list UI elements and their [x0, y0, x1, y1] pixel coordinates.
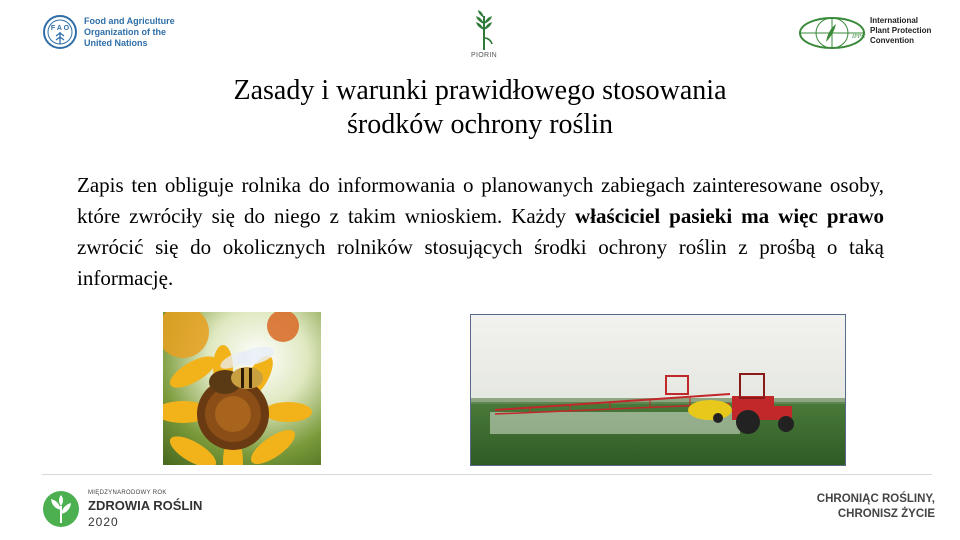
- svg-text:IPPC: IPPC: [852, 34, 866, 40]
- body-paragraph: [77, 170, 884, 294]
- fao-logo: [42, 14, 182, 54]
- leaf-circle-icon: [42, 490, 80, 528]
- bee-on-flower-photo: [163, 312, 321, 465]
- ippc-globe-icon: [798, 16, 866, 50]
- svg-text:F A O: F A O: [50, 25, 70, 32]
- fao-name: Food and Agriculture Organization of the United Nations: [84, 16, 175, 48]
- slide-title: [60, 74, 900, 142]
- piorin-name: PIORIN: [471, 52, 497, 59]
- iyph-main-label: ZDROWIA ROŚLIN: [88, 498, 203, 513]
- iyph-logo: [42, 486, 222, 530]
- footer-slogan: [780, 492, 935, 522]
- ippc-name: International Plant Protection Convention: [870, 16, 932, 45]
- title-line-2: środków ochrony roślin: [347, 109, 613, 140]
- fao-emblem-icon: [42, 14, 78, 50]
- body-text-bold: właściciel pasieki ma więc prawo: [575, 204, 884, 228]
- body-text-part-1: Zapis ten obliguje rolnika do informowania o planowanych zabiegach zainteresowane osoby, które zwróciły się do niego z takim wnioskiem. Każdy: [77, 173, 884, 228]
- ippc-logo: [798, 14, 938, 54]
- title-line-1: Zasady i warunki prawidłowego stosowania: [233, 75, 727, 106]
- slogan-line-1: CHRONIĄC ROŚLINY,: [816, 493, 935, 505]
- iyph-year: 2020: [88, 515, 119, 529]
- piorin-logo: [466, 8, 502, 62]
- wheat-sprout-icon: [466, 8, 502, 52]
- slogan-line-2: CHRONISZ ŻYCIE: [837, 508, 935, 520]
- iyph-small-label: MIĘDZYNARODOWY ROK: [88, 490, 167, 496]
- tractor-spraying-field-photo: [470, 314, 846, 466]
- body-text-part-2: zwrócić się do okolicznych rolników stosujących środki ochrony roślin z prośbą o taką informację.: [77, 235, 884, 290]
- footer-divider: [42, 474, 932, 475]
